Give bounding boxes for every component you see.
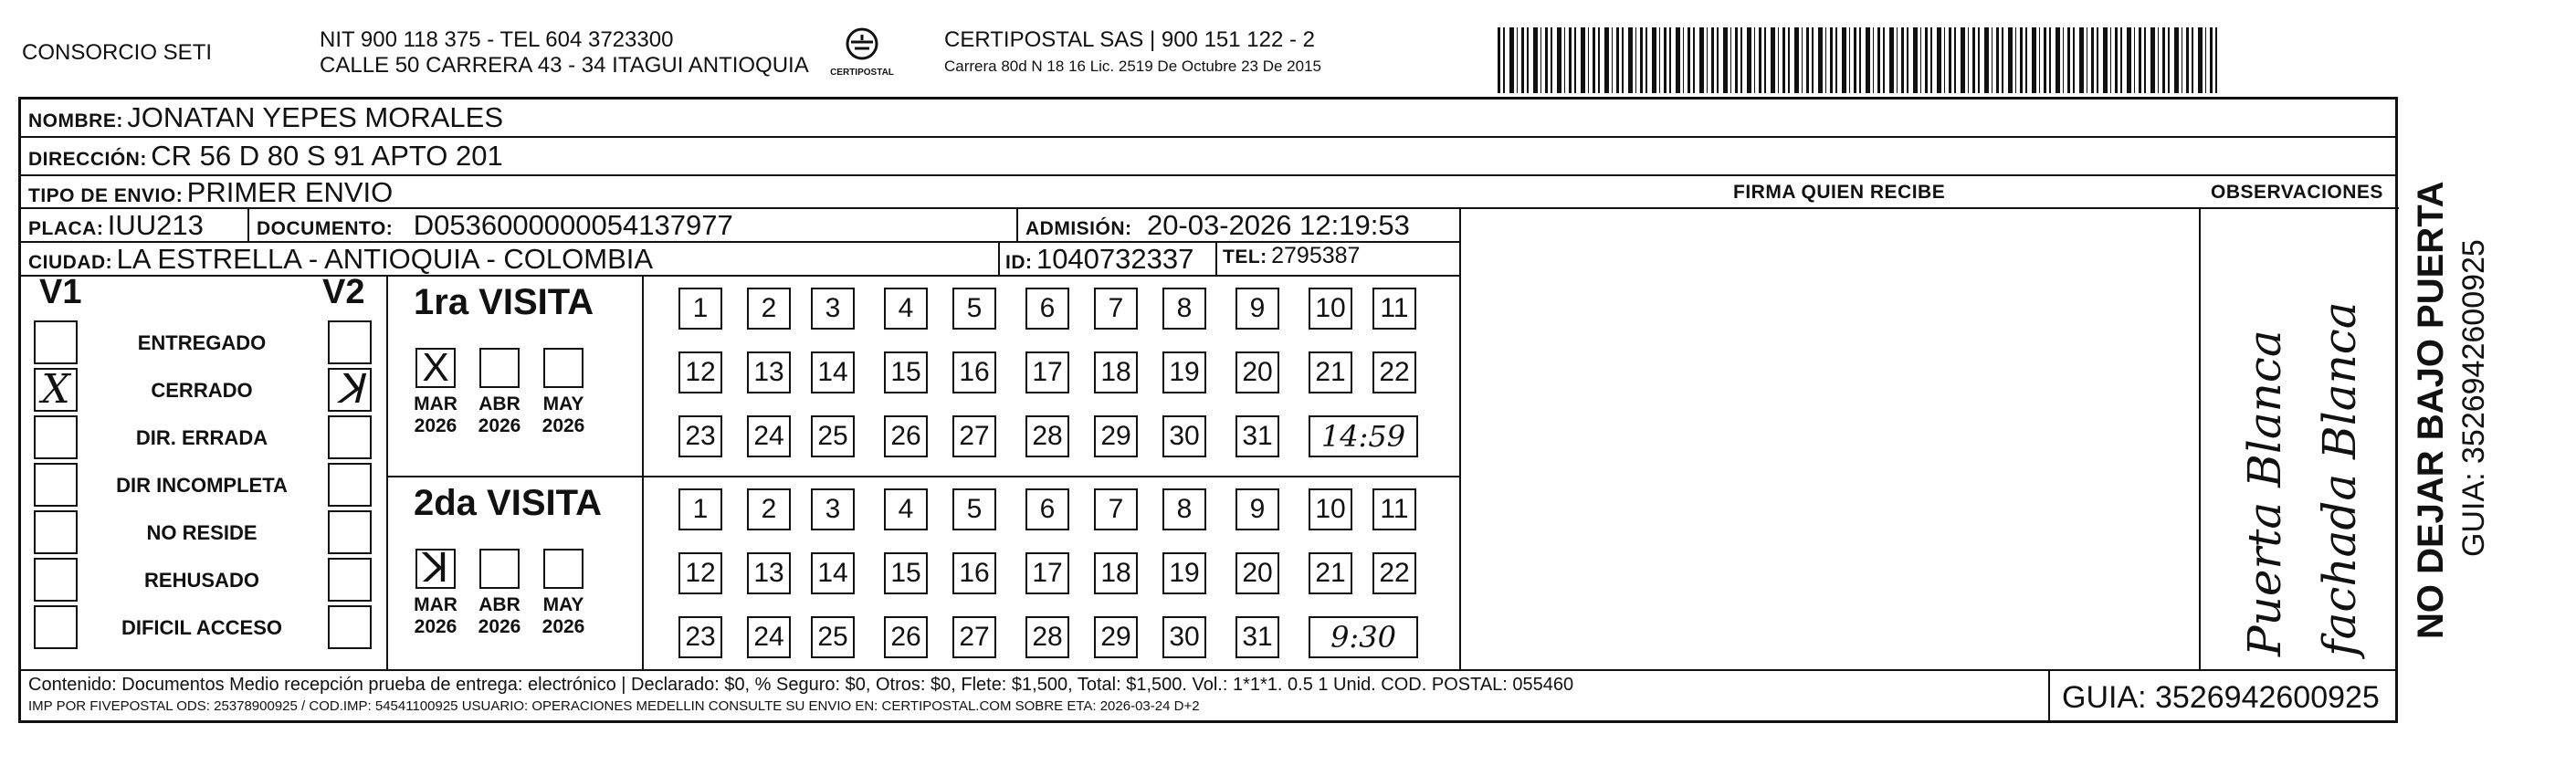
firma-label: FIRMA QUIEN RECIBE [1733, 182, 1946, 203]
tipo-label: TIPO DE ENVIO: [28, 185, 184, 206]
admision-row [1025, 209, 1410, 242]
v1-checkbox[interactable] [34, 368, 78, 412]
certipostal-logo [824, 24, 900, 89]
ciudad-label: CIUDAD: [28, 252, 113, 273]
day-cell[interactable]: 5 [952, 488, 996, 530]
first-visit-title: 1ra VISITA [414, 282, 594, 322]
day-cell[interactable]: 8 [1162, 288, 1206, 330]
v2-header: V2 [322, 273, 365, 311]
status-option-label: REHUSADO [144, 569, 259, 592]
day-cell[interactable]: 17 [1025, 552, 1069, 594]
day-cell[interactable]: 26 [884, 616, 928, 658]
nombre-label: NOMBRE: [28, 110, 123, 131]
day-cell[interactable]: 10 [1309, 488, 1352, 530]
day-cell[interactable]: 15 [884, 351, 928, 393]
v2-checkbox[interactable] [328, 463, 372, 507]
tipo-row [28, 176, 393, 209]
day-cell[interactable]: 14 [811, 552, 855, 594]
v2-checkbox[interactable] [328, 558, 372, 602]
second-visit-title: 2da VISITA [414, 483, 602, 523]
v1-checkbox[interactable] [34, 510, 78, 554]
day-cell[interactable]: 10 [1309, 288, 1352, 330]
footer-guia: GUIA: 3526942600925 [2062, 680, 2380, 715]
direccion-label: DIRECCIÓN: [28, 149, 147, 170]
day-cell[interactable]: 3 [811, 488, 855, 530]
month-label: MAR 2026 [414, 594, 457, 637]
obs-line-1: Puerta Blanca [2238, 330, 2291, 656]
day-cell[interactable]: 11 [1372, 288, 1416, 330]
tel-value: 2795387 [1271, 243, 1361, 268]
day-cell[interactable]: 4 [884, 488, 928, 530]
day-cell[interactable]: 8 [1162, 488, 1206, 530]
status-option-label: ENTREGADO [137, 331, 267, 354]
v1-checkbox[interactable] [34, 558, 78, 602]
day-cell[interactable]: 19 [1162, 351, 1206, 393]
v2-checkbox[interactable] [328, 415, 372, 459]
day-cell[interactable]: 23 [678, 415, 722, 457]
admision-label: ADMISIÓN: [1025, 218, 1132, 239]
day-cell[interactable]: 27 [952, 415, 996, 457]
status-option-label: CERRADO [151, 379, 253, 402]
day-cell[interactable]: 19 [1162, 552, 1206, 594]
v2-checkbox[interactable] [328, 510, 372, 554]
day-cell[interactable]: 29 [1094, 415, 1138, 457]
day-cell[interactable]: 20 [1235, 552, 1279, 594]
day-cell[interactable]: 16 [952, 351, 996, 393]
certipostal-line: CERTIPOSTAL SAS | 900 151 122 - 2 [944, 27, 1315, 52]
day-cell[interactable]: 22 [1372, 552, 1416, 594]
month-checkbox[interactable] [415, 345, 456, 390]
day-cell[interactable]: 15 [884, 552, 928, 594]
v2-checkbox[interactable] [328, 605, 372, 649]
v2-mark: ꓘ [336, 366, 363, 413]
v1-checkbox[interactable] [34, 415, 78, 459]
day-cell[interactable]: 7 [1094, 288, 1138, 330]
month-label: MAR 2026 [414, 393, 457, 436]
day-cell[interactable]: 23 [678, 616, 722, 658]
visit-time: 9:30 [1309, 616, 1418, 658]
placa-value: IUU213 [107, 209, 204, 241]
day-cell[interactable]: 20 [1235, 351, 1279, 393]
day-cell[interactable]: 21 [1309, 552, 1352, 594]
day-cell[interactable]: 27 [952, 616, 996, 658]
month-checkbox[interactable] [415, 546, 456, 591]
month-mark: X [422, 345, 449, 390]
day-cell[interactable]: 18 [1094, 351, 1138, 393]
placa-label: PLACA: [28, 218, 104, 239]
observaciones-label: OBSERVACIONES [2211, 182, 2383, 203]
logo-text: CERTIPOSTAL [830, 68, 894, 78]
status-option-label: DIFICIL ACCESO [121, 616, 282, 639]
tipo-value: PRIMER ENVIO [186, 176, 394, 208]
day-cell[interactable]: 25 [811, 415, 855, 457]
day-cell[interactable]: 31 [1235, 415, 1279, 457]
v1-checkbox[interactable] [34, 605, 78, 649]
day-cell[interactable]: 4 [884, 288, 928, 330]
side-guia: GUIA: 3526942600925 [2456, 239, 2491, 557]
day-cell[interactable]: 5 [952, 288, 996, 330]
month-checkbox[interactable] [479, 348, 520, 388]
direccion-value: CR 56 D 80 S 91 APTO 201 [151, 140, 503, 172]
shipping-form [18, 97, 2398, 723]
day-cell[interactable]: 28 [1025, 415, 1069, 457]
day-cell[interactable]: 30 [1162, 616, 1206, 658]
observations-handwriting [2202, 246, 2384, 666]
day-cell[interactable]: 14 [811, 351, 855, 393]
day-cell[interactable]: 24 [747, 616, 791, 658]
day-cell[interactable]: 13 [747, 351, 791, 393]
address-line: CALLE 50 CARRERA 43 - 34 ITAGUI ANTIOQUIA [320, 53, 809, 78]
day-cell[interactable]: 1 [678, 288, 722, 330]
day-cell[interactable]: 3 [811, 288, 855, 330]
license-line: Carrera 80d N 18 16 Lic. 2519 De Octubre 23 De 2015 [944, 58, 1321, 75]
footer-line-2: IMP POR FIVEPOSTAL ODS: 25378900925 / COD.IMP: 54541100925 USUARIO: OPERACIONES MEDELLIN CONSULTE SU ENVIO EN: CERTIPOSTAL.COM SOBRE ETA: 2026-03-24 D+2 [28, 698, 1200, 714]
month-mark: ꓘ [422, 546, 449, 591]
day-cell[interactable]: 9 [1235, 488, 1279, 530]
day-cell[interactable]: 24 [747, 415, 791, 457]
v1-checkbox[interactable] [34, 463, 78, 507]
status-option-label: DIR. ERRADA [135, 426, 268, 449]
day-cell[interactable]: 9 [1235, 288, 1279, 330]
tel-row [1223, 243, 1360, 269]
documento-row [257, 209, 733, 242]
day-cell[interactable]: 11 [1372, 488, 1416, 530]
day-cell[interactable]: 1 [678, 488, 722, 530]
day-cell[interactable]: 28 [1025, 616, 1069, 658]
admision-value: 20-03-2026 12:19:53 [1146, 209, 1410, 241]
ciudad-value: LA ESTRELLA - ANTIOQUIA - COLOMBIA [116, 243, 654, 275]
id-value: 1040732337 [1036, 243, 1194, 275]
day-cell[interactable]: 30 [1162, 415, 1206, 457]
day-cell[interactable]: 18 [1094, 552, 1138, 594]
v2-checkbox[interactable] [328, 368, 372, 412]
nombre-row [28, 101, 503, 134]
v1-checkbox[interactable] [34, 320, 78, 364]
obs-line-2: fachada Blanca [2313, 301, 2366, 656]
documento-value: D0536000000054137977 [413, 209, 733, 241]
day-cell[interactable]: 29 [1094, 616, 1138, 658]
visit-time: 14:59 [1309, 415, 1418, 457]
day-cell[interactable]: 7 [1094, 488, 1138, 530]
v2-checkbox[interactable] [328, 320, 372, 364]
direccion-row [28, 140, 503, 173]
month-checkbox[interactable] [479, 549, 520, 589]
day-cell[interactable]: 12 [678, 351, 722, 393]
day-cell[interactable]: 2 [747, 488, 791, 530]
day-cell[interactable]: 22 [1372, 351, 1416, 393]
month-checkbox[interactable] [543, 348, 584, 388]
day-cell[interactable]: 21 [1309, 351, 1352, 393]
tel-label: TEL: [1223, 246, 1267, 267]
day-cell[interactable]: 2 [747, 288, 791, 330]
month-label: MAY 2026 [541, 393, 585, 436]
footer-line-1: Contenido: Documentos Medio recepción prueba de entrega: electrónico | Declarado: $0, % Seguro: $0, Otros: $0, Flete: $1,500, Total: $1,500. Vol.: 1*1*1. 0.5 1 Unid. COD. POSTAL: 055460 [28, 675, 1574, 695]
month-label: ABR 2026 [478, 594, 521, 637]
documento-label: DOCUMENTO: [257, 218, 394, 239]
id-label: ID: [1005, 252, 1033, 273]
day-cell[interactable]: 6 [1025, 288, 1069, 330]
month-checkbox[interactable] [543, 549, 584, 589]
day-cell[interactable]: 16 [952, 552, 996, 594]
day-cell[interactable]: 25 [811, 616, 855, 658]
v1-header: V1 [39, 273, 82, 311]
status-option-label: NO RESIDE [146, 521, 258, 544]
placa-row [28, 209, 204, 242]
nombre-value: JONATAN YEPES MORALES [127, 101, 503, 133]
day-cell[interactable]: 6 [1025, 488, 1069, 530]
day-cell[interactable]: 26 [884, 415, 928, 457]
day-cell[interactable]: 31 [1235, 616, 1279, 658]
month-label: ABR 2026 [478, 393, 521, 436]
nit-line: NIT 900 118 375 - TEL 604 3723300 [320, 27, 674, 52]
month-label: MAY 2026 [541, 594, 585, 637]
v1-mark: X [41, 366, 70, 413]
ciudad-row [28, 243, 653, 276]
id-row [1005, 243, 1193, 276]
status-option-label: DIR INCOMPLETA [116, 474, 288, 497]
barcode [1498, 27, 2219, 93]
no-dejar-bajo-puerta: NO DEJAR BAJO PUERTA [2411, 181, 2451, 639]
day-cell[interactable]: 13 [747, 552, 791, 594]
company-name: CONSORCIO SETI [22, 40, 213, 65]
day-cell[interactable]: 12 [678, 552, 722, 594]
day-cell[interactable]: 17 [1025, 351, 1069, 393]
